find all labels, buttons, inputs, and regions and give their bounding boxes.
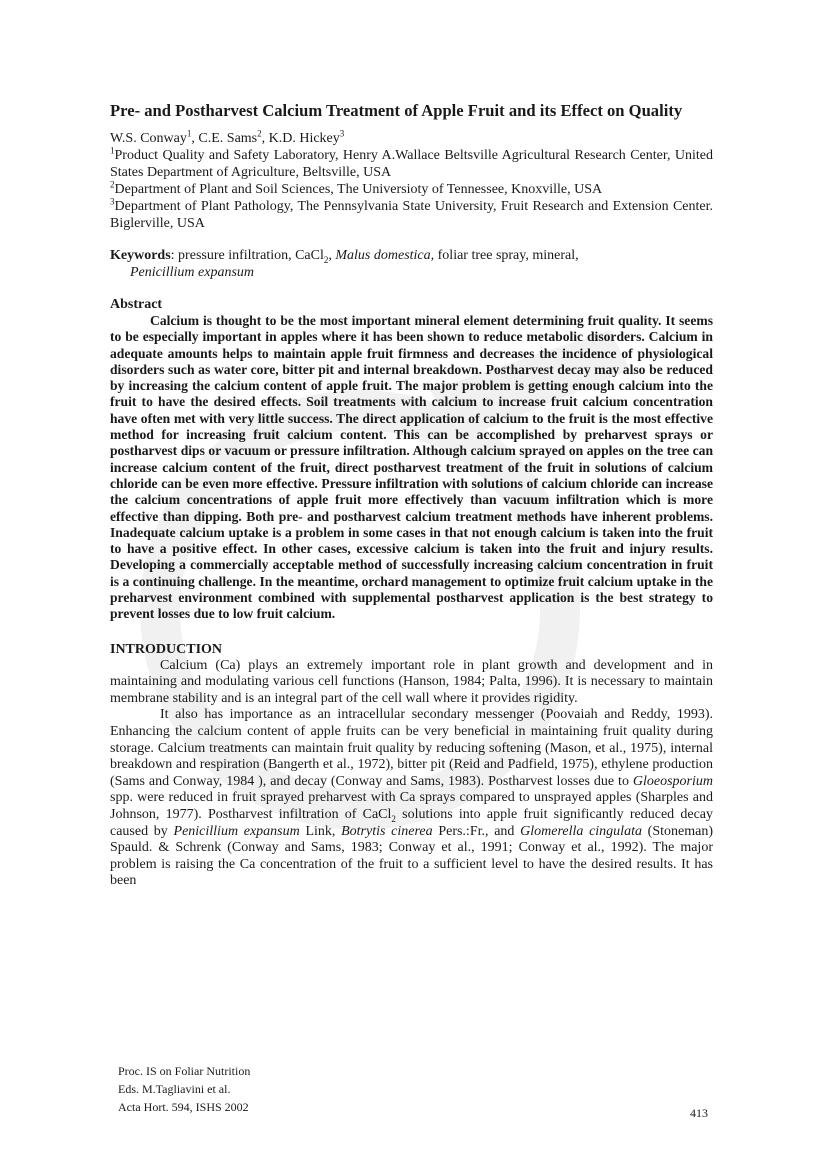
author-name: W.S. Conway — [110, 131, 187, 146]
proceedings-footer — [118, 1062, 250, 1116]
keywords-sub: 2 — [323, 254, 329, 265]
abstract-text: Calcium is thought to be the most important mineral element determining fruit quality. It seems to be especially important in apples where it has been shown to reduce metabolic disorders. Calcium in adequate amounts helps to maintain apple fruit firmness and decreases the incidence of physiological disorders such as water core, bitter pit and internal breakdown. Postharvest decay may also be reduced by increasing the calcium content of apple fruit. The major problem is getting enough calcium into the fruit to have the desired effects. Soil treatments with calcium to increase fruit calcium concentration have often met with very little success. The direct application of calcium to the fruit is the most effective method for increasing fruit calcium content. This can be accomplished by preharvest sprays or postharvest dips or vacuum or pressure infiltration. Although calcium sprayed on apples on the tree can increase calcium content of the fruit, direct postharvest treatment of the fruit in solutions of calcium chloride can be even more effective. Pressure infiltration with solutions of calcium chloride can increase the calcium concentrations of apple fruit more effectively than vacuum infiltration which is more effective than dipping. Both pre- and postharvest calcium treatment methods have inherent problems. Inadequate calcium uptake is a problem in some cases in that not enough calcium is taken into the fruit to have a positive effect. In other cases, excessive calcium is taken into the fruit and injury results. Developing a commercially acceptable method of successfully increasing calcium concentration in fruit is a continuing challenge. In the meantime, orchard management to optimize fruit calcium uptake in the preharvest environment combined with supplemental postharvest application is the best strategy to prevent losses due to low fruit calcium. — [110, 313, 713, 622]
author-name: C.E. Sams — [198, 131, 258, 146]
affiliation-text: Product Quality and Safety Laboratory, Henry A.Wallace Beltsville Agricultural Research Center, United States Department of Agriculture, Beltsville, USA — [110, 148, 713, 180]
keyword-italic: Penicillium expansum — [130, 265, 255, 280]
author-name: K.D. Hickey — [268, 131, 340, 146]
introduction-heading: INTRODUCTION — [110, 641, 223, 657]
author-sup: 1 — [186, 128, 192, 139]
footer-line: Eds. M.Tagliavini et al. — [118, 1082, 231, 1096]
paper-title: Pre- and Postharvest Calcium Treatment of Apple Fruit and its Effect on Quality — [110, 101, 683, 120]
affiliation — [110, 198, 713, 232]
keywords — [110, 247, 713, 281]
author-list: W.S. Conway$^1$, C.E. Sams$^2$, K.D. Hickey$^3$ — [110, 128, 345, 146]
paper-page — [110, 102, 713, 890]
affiliation-text: Department of Plant and Soil Sciences, The Universioty of Tennessee, Knoxville, USA — [114, 182, 603, 197]
author-sup: 2 — [257, 128, 262, 139]
intro-text: solutions into apple fruit significantly reduced decay caused by — [110, 806, 713, 839]
affiliation-text: Department of Plant Pathology, The Pennsylvania State University, Fruit Research and Extension Center. Biglerville, USA — [110, 199, 713, 231]
affiliation — [110, 181, 713, 198]
intro-italic: Glomerella cingulata — [520, 823, 642, 839]
intro-italic: Penicillium expansum — [173, 823, 300, 839]
intro-paragraph-1: Calcium (Ca) plays an extremely important role in plant growth and development and in maintaining and modulating various cell functions (Hanson, 1984; Palta, 1996). It is necessary to maintain membrane stability and is an integral part of the cell wall where it provides rigidity. — [110, 657, 713, 706]
intro-sub: 2 — [391, 813, 396, 824]
intro-text: spp. were reduced in fruit sprayed preharvest with Ca sprays compared to unsprayed apples (Sharples and Johnson, 1977). Postharvest infiltration of CaCl — [110, 790, 713, 822]
intro-text: Link, — [299, 823, 342, 839]
affiliation-sup: 2 — [110, 179, 115, 190]
author-sup: 3 — [339, 128, 345, 139]
footer-line: Acta Hort. 594, ISHS 2002 — [118, 1100, 249, 1114]
intro-paragraph-2 — [110, 707, 713, 890]
keywords-text: foliar tree spray, mineral, — [434, 248, 579, 263]
footer-line: Proc. IS on Foliar Nutrition — [118, 1064, 251, 1078]
keyword-italic: Malus domestica, — [335, 248, 435, 263]
page-number: 413 — [690, 1106, 708, 1120]
keywords-label: Keywords — [110, 248, 171, 263]
intro-italic: Botrytis cinerea — [341, 823, 433, 839]
intro-italic: Gloeosporium — [632, 773, 713, 789]
intro-text: It also has importance as an intracellular secondary messenger (Poovaiah and Reddy, 1993). Enhancing the calcium content of apple fruits can be very beneficial in maintaining fruit quality during storage. Calcium treatments can maintain fruit quality by reducing softening (Mason, et al., 1975), internal breakdown and respiration (Bangerth et al., 1972), bitter pit (Reid and Padfield, 1975), ethylene production (Sams and Conway, 1984 ), and decay (Conway and Sams, 1983). Postharvest losses due to — [110, 707, 713, 789]
affiliation-sup: 3 — [110, 196, 115, 207]
keywords-text: , — [328, 248, 336, 263]
intro-text: Pers.:Fr., and — [432, 823, 521, 839]
keywords-text: : pressure infiltration, CaCl — [170, 248, 324, 263]
affiliation-sup: 1 — [110, 145, 115, 156]
affiliation — [110, 147, 713, 181]
abstract-heading: Abstract — [110, 297, 163, 312]
intro-text: (Stoneman) Spauld. & Schrenk (Conway and Sams, 1983; Conway et al., 1991; Conway et al., 1992). The major problem is raising the Ca concentration of the fruit to a sufficient level to have the desired results. It has been — [110, 823, 713, 889]
